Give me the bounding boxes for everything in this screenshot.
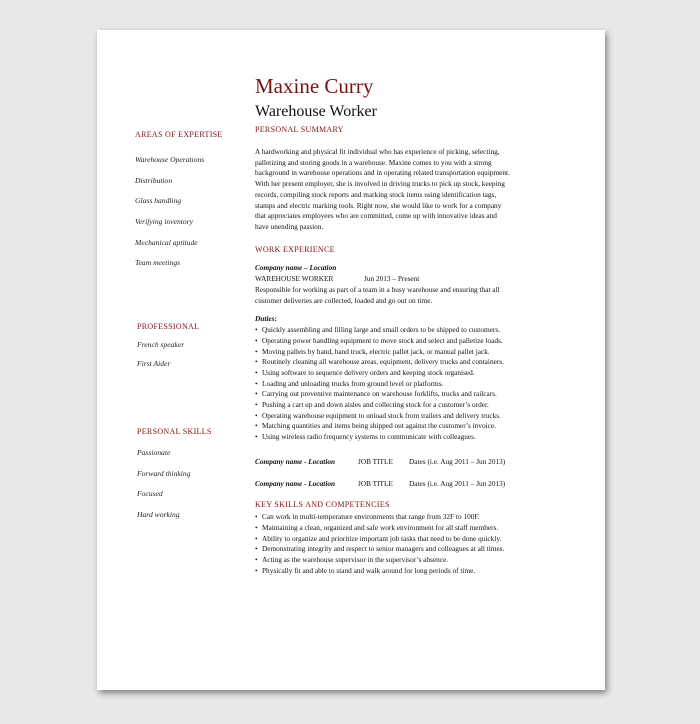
professional-heading: PROFESSIONAL xyxy=(137,322,200,331)
duty-item: • Pushing a cart up and down aisles and collecting stock for a customer’s order. xyxy=(255,400,555,411)
personal-skill-item: Forward thinking xyxy=(137,468,191,478)
job2-row xyxy=(255,457,555,468)
skill-item: • Maintaining a clean, organized and safe work environment for all staff members. xyxy=(255,523,555,534)
resume-page xyxy=(97,30,605,690)
expertise-item: Distribution xyxy=(135,175,173,185)
job2-dates: Dates (i.e. Aug 2011 – Jun 2013) xyxy=(409,456,506,466)
duty-item: • Carrying out preventive maintenance on warehouse forklifts, trucks and railcars. xyxy=(255,389,555,400)
duty-item: • Loading and unloading trucks from ground level or platforms. xyxy=(255,379,555,390)
job2-company: Company name - Location xyxy=(255,456,336,466)
duty-item: • Using wireless radio frequency systems to communicate with colleagues. xyxy=(255,432,555,443)
personal-skill-item: Focused xyxy=(137,489,163,499)
skill-item: • Ability to organize and prioritize important job tasks that need to be done quickly. xyxy=(255,534,555,545)
professional-list xyxy=(137,339,184,376)
expertise-item: Verifying inventory xyxy=(135,217,193,227)
job1-title: WAREHOUSE WORKER xyxy=(255,274,334,284)
duty-item: • Operating warehouse equipment to unload stock from trailers and delivery trucks. xyxy=(255,411,555,422)
job1-dates: Jun 2013 – Present xyxy=(364,274,420,284)
expertise-item: Glass handling xyxy=(135,196,182,206)
job1-title-row xyxy=(255,274,555,285)
personal-skills-list xyxy=(137,447,191,530)
duty-item: • Matching quantities and items being shipped out against the customer’s invoice. xyxy=(255,421,555,432)
duty-item: • Using software to sequence delivery orders and keeping stock organised. xyxy=(255,368,555,379)
professional-item: French speaker xyxy=(137,340,185,349)
skill-item: • Demonstrating integrity and respect to senior managers and colleagues at all times. xyxy=(255,544,555,555)
duty-item: • Quickly assembling and filling large and small orders to be shipped to customers. xyxy=(255,325,555,336)
job3-company: Company name - Location xyxy=(255,478,336,488)
duty-item: • Operating power handling equipment to move stock and select and palletize loads. xyxy=(255,336,555,347)
job3-title: JOB TITLE xyxy=(358,478,393,488)
job3-row xyxy=(255,479,555,490)
personal-skill-item: Hard working xyxy=(137,510,180,520)
professional-item: First Aider xyxy=(137,358,171,368)
duties-colon: : xyxy=(274,314,277,324)
duty-item: • Routinely cleaning all warehouse areas, equipment, delivery trucks and containers. xyxy=(255,357,555,368)
skills-list xyxy=(255,512,555,576)
summary-text xyxy=(255,147,555,233)
expertise-item: Team meetings xyxy=(135,258,181,268)
job1-company: Company name – Location xyxy=(255,262,337,272)
summary-line: have unending passion. xyxy=(255,221,324,231)
expertise-item: Warehouse Operations xyxy=(135,155,205,164)
expertise-item: Mechanical aptitude xyxy=(135,237,198,247)
summary-line: records, compiling stock reports and marking stock items using identification tags, xyxy=(255,189,497,199)
job2-title: JOB TITLE xyxy=(358,456,393,466)
personal-skill-item: Passionate xyxy=(137,448,171,457)
job3-dates: Dates (i.e. Aug 2011 – Jun 2013) xyxy=(409,478,506,488)
job1-desc-line: Responsible for working as part of a team in a busy warehouse and ensuring that all xyxy=(255,285,500,295)
duties-label-text: Duties xyxy=(255,314,275,324)
candidate-job-title: Warehouse Worker xyxy=(255,103,377,120)
skill-item: • Acting as the warehouse supervisor in the supervisor’s absence. xyxy=(255,555,555,566)
duties-list xyxy=(255,325,555,443)
skill-item: • Can work in multi-temperature environments that range from 32F to 100F. xyxy=(255,512,555,523)
summary-line: stamps and electric marking tools. Right now, she would like to work for a company xyxy=(255,200,502,210)
personal-skills-heading: PERSONAL SKILLS xyxy=(137,427,212,436)
skills-heading: KEY SKILLS AND COMPETENCIES xyxy=(255,500,390,510)
summary-line: With her present employer, she is involved in driving trucks to pick up stock, keeping xyxy=(255,179,505,189)
candidate-name: Maxine Curry xyxy=(255,74,374,98)
experience-heading: WORK EXPERIENCE xyxy=(255,244,335,254)
duties-label xyxy=(255,314,555,325)
summary-line: palletizing and storing goods in a warehouse. Maxine comes to you with a strong xyxy=(255,157,492,167)
summary-line: that appreciates employees who are committed, come up with innovative ideas and xyxy=(255,211,497,221)
summary-line: background in warehouse operations and in operating related transportation equipment. xyxy=(255,168,510,178)
skill-item: • Physically fit and able to stand and walk around for long periods of time. xyxy=(255,566,555,577)
expertise-heading: AREAS OF EXPERTISE xyxy=(135,130,223,139)
duty-item: • Moving pallets by hand, hand truck, electric pallet jack, or manual pallet jack. xyxy=(255,347,555,358)
main-column xyxy=(255,125,555,577)
summary-heading: PERSONAL SUMMARY xyxy=(255,125,344,134)
expertise-list xyxy=(135,154,204,278)
job1-desc-line: customer deliveries are collected, loaded and go out on time. xyxy=(255,295,433,305)
summary-line: A hardworking and physical fit individual who has experience of picking, selecting, xyxy=(255,147,500,156)
